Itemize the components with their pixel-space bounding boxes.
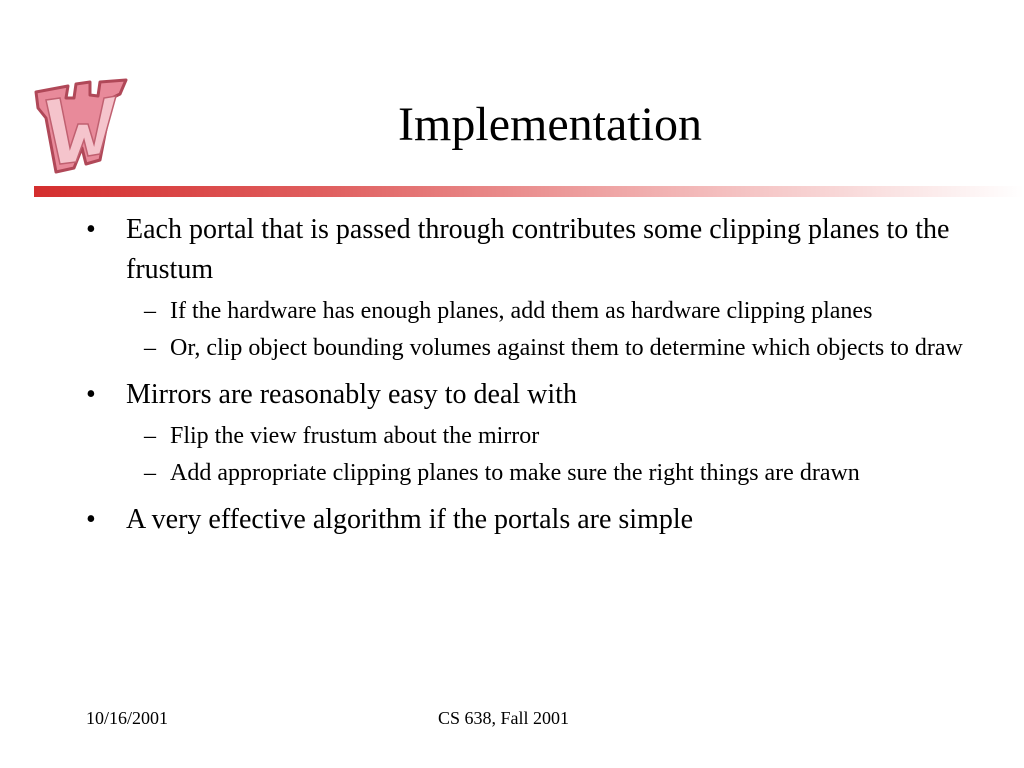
sub-bullet-text: Flip the view frustum about the mirror	[170, 423, 540, 449]
bullet-text: Mirrors are reasonably easy to deal with	[126, 379, 577, 410]
sub-bullet-marker: –	[144, 298, 156, 324]
bullet-marker: •	[86, 379, 96, 410]
sub-bullet-item	[86, 331, 976, 365]
sub-bullet-marker: –	[144, 335, 156, 361]
sub-bullet-item	[86, 294, 976, 328]
bullet-item	[86, 375, 976, 415]
bullet-item	[86, 500, 976, 540]
sub-bullet-item	[86, 456, 976, 490]
sub-bullet-text: Or, clip object bounding volumes against them to determine which objects to draw	[170, 335, 963, 361]
bullet-marker: •	[86, 214, 96, 245]
footer-course: CS 638, Fall 2001	[438, 708, 570, 728]
sub-bullet-item	[86, 419, 976, 453]
slide-title: Implementation	[398, 98, 702, 151]
title-divider	[34, 186, 1024, 197]
bullet-text: Each portal that is passed through contributes some clipping planes to the frustum	[126, 214, 950, 285]
sub-bullet-marker: –	[144, 460, 156, 486]
bullet-item	[86, 210, 976, 290]
bullet-text: A very effective algorithm if the portals are simple	[126, 504, 694, 535]
footer-date: 10/16/2001	[86, 708, 169, 728]
sub-bullet-marker: –	[144, 423, 156, 449]
slide-content	[86, 210, 976, 540]
bullet-marker: •	[86, 504, 96, 535]
sub-bullet-text: If the hardware has enough planes, add them as hardware clipping planes	[170, 298, 873, 324]
sub-bullet-text: Add appropriate clipping planes to make sure the right things are drawn	[170, 460, 860, 486]
